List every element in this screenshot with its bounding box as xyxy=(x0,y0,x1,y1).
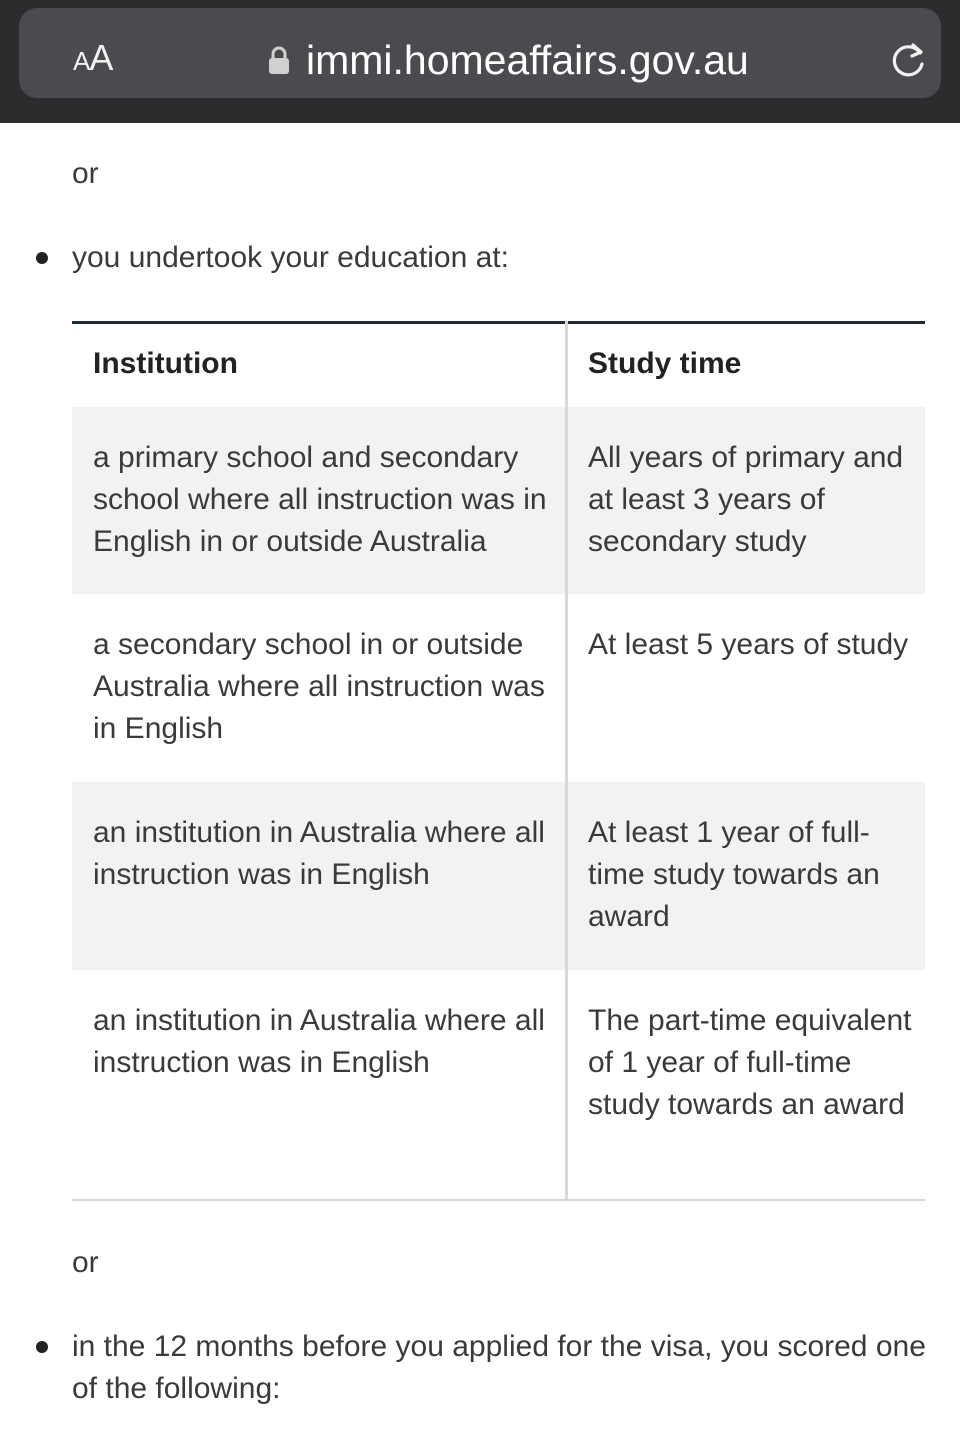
or-separator: or xyxy=(72,1246,99,1279)
address-bar[interactable] xyxy=(19,8,941,98)
table-row xyxy=(72,782,925,970)
institution-cell: a secondary school in or outside Australia where all instruction was in English xyxy=(93,628,545,745)
institution-cell: an institution in Australia where all instruction was in English xyxy=(93,816,545,891)
study-time-cell: All years of primary and at least 3 years of secondary study xyxy=(588,441,904,558)
table-row xyxy=(72,970,925,1199)
lock-icon xyxy=(267,45,291,75)
text-size-button[interactable] xyxy=(73,38,112,81)
bullet-dot xyxy=(36,1341,48,1353)
url-text[interactable]: immi.homeaffairs.gov.au xyxy=(306,37,749,83)
table-top-border xyxy=(72,321,925,324)
header-institution: Institution xyxy=(93,347,238,380)
or-separator: or xyxy=(72,157,99,190)
header-study-time: Study time xyxy=(588,347,742,380)
browser-toolbar xyxy=(0,0,960,123)
study-time-cell: At least 1 year of full-time study towards an award xyxy=(588,816,880,933)
institution-cell: an institution in Australia where all instruction was in English xyxy=(93,1004,545,1079)
column-divider xyxy=(565,321,568,1201)
bullet-education: you undertook your education at: xyxy=(72,241,509,274)
institution-cell: a primary school and secondary school where all instruction was in English in or outside Australia xyxy=(93,441,547,558)
table-bottom-border xyxy=(72,1199,925,1201)
reload-icon[interactable] xyxy=(889,40,929,80)
text-size-small-label: A xyxy=(73,46,90,76)
table-row xyxy=(72,594,925,782)
study-time-cell: At least 5 years of study xyxy=(588,628,909,661)
bullet-dot xyxy=(36,252,48,264)
text-size-large-label: A xyxy=(89,37,113,78)
bullet-test-scores: in the 12 months before you applied for the visa, you scored one of the following: xyxy=(72,1330,926,1405)
study-time-cell: The part-time equivalent of 1 year of full-time study towards an award xyxy=(588,1004,912,1121)
table-row xyxy=(72,407,925,594)
table-header-row xyxy=(72,321,925,407)
